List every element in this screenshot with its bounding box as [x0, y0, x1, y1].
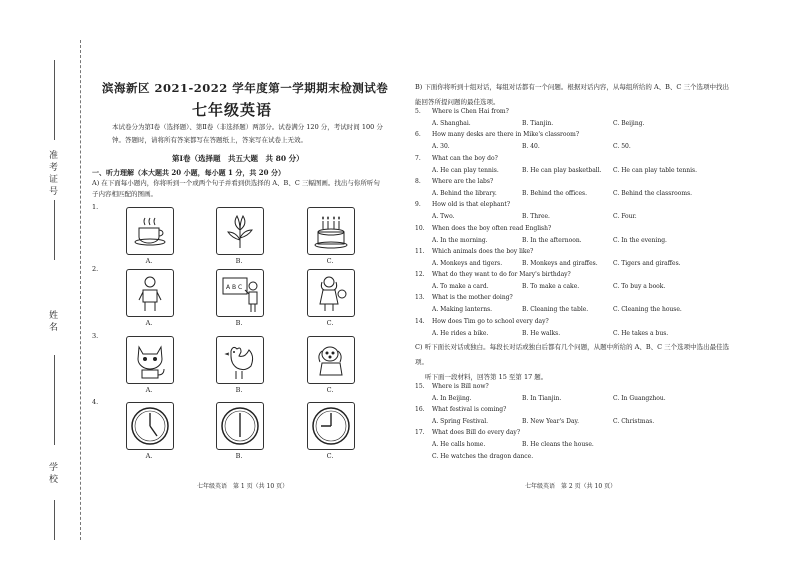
option-a: A.: [145, 452, 153, 460]
student-icon: [126, 269, 174, 317]
question-text: How old is that elephant?: [432, 201, 511, 209]
question-number: 10.: [415, 224, 425, 232]
option-c: C. He can play table tennis.: [613, 166, 698, 174]
option-b: B. In Tianjin.: [522, 395, 562, 402]
option-b: B. He can play basketball.: [522, 166, 602, 174]
picture-question-3: [92, 332, 376, 398]
svg-text:A B C: A B C: [226, 284, 243, 291]
option-b: B. Monkeys and giraffes.: [522, 259, 598, 267]
dog-icon: [307, 336, 355, 384]
question-text: Where is Chen Hai from?: [432, 108, 509, 115]
question-text: Which animals does the boy like?: [432, 247, 534, 255]
question-text: What does Bill do every day?: [432, 429, 521, 436]
exam-title: 滨海新区 2021-2022 学年度第一学期期末检测试卷: [102, 81, 389, 95]
option-b: B. In the afternoon.: [522, 236, 582, 244]
option-b: B. He cleans the house.: [522, 441, 594, 448]
question-number: 15.: [415, 383, 425, 390]
question-number: 5.: [415, 108, 421, 115]
option-a: A. Making lanterns.: [432, 306, 493, 314]
sectionA-instruction: A) 在下面每小题内，你将听到一个或两个句子并看到供选择的 A、B、C 三幅图画。找出与你所听句子内容相匹配的图画。: [92, 179, 380, 198]
question-number: 16.: [415, 406, 425, 413]
right-page: [415, 0, 735, 561]
question-number: 1.: [92, 203, 99, 211]
admission-number-label: 准考证号: [47, 150, 57, 198]
option-b: B. Cleaning the table.: [522, 306, 589, 314]
question-text: How many desks are there in Mike's classroom?: [432, 131, 580, 139]
option-a: A. He calls home.: [432, 441, 486, 448]
question-number: 17.: [415, 429, 425, 436]
school-field: [54, 500, 55, 540]
picture-question-2: [92, 265, 376, 331]
option-c: C. Tigers and giraffes.: [613, 259, 681, 267]
picture-question-4: [92, 398, 376, 464]
section1-heading: 一、听力理解（本大题共 20 小题，每小题 1 分，共 20 分）: [92, 168, 285, 177]
option-b: B.: [235, 452, 243, 460]
girl-with-toy-icon: [307, 269, 355, 317]
sectionC-instruction: C) 听下面长对话或独白。每段长对话或独白后都有几个问题，从题中所给的 A、B、C 三个选项中选出最佳选项。: [415, 343, 730, 366]
question-text: What is the mother doing?: [432, 294, 513, 302]
option-c: C. He takes a bus.: [613, 329, 669, 337]
exam-intro: 本试卷分为第Ⅰ卷（选择题）、第Ⅱ卷（非选择题）两部分。试卷满分 120 分，考试时间 100 分钟。答题时，请将所有答案都写在答题纸上，答案写在试卷上无效。: [112, 123, 383, 144]
option-a: A.: [145, 386, 153, 394]
option-a: A. Behind the library.: [432, 189, 497, 197]
clock-nine-icon: [307, 402, 355, 450]
option-a: A. Monkeys and tigers.: [432, 259, 503, 267]
option-c: C. In the evening.: [613, 236, 667, 244]
binding-margin: [0, 0, 92, 561]
teacher-board-icon: [216, 269, 264, 317]
name-label: 姓名: [47, 310, 57, 334]
clock-five-icon: [126, 402, 174, 450]
question-number: 4.: [92, 398, 99, 406]
question-number: 8.: [415, 177, 421, 185]
option-b: B. Behind the offices.: [522, 189, 588, 197]
option-a: A. In Beijing.: [432, 395, 472, 402]
question-text: Where is Bill now?: [432, 383, 489, 390]
rooster-icon: [216, 336, 264, 384]
school-label: 学校: [47, 462, 57, 486]
flower-icon: [216, 207, 264, 255]
name-field: [54, 355, 55, 445]
option-a: A. To make a card.: [432, 283, 489, 291]
option-b: B.: [235, 257, 243, 265]
picture-question-1: [92, 203, 376, 269]
option-a: A. 30.: [432, 143, 450, 151]
question-number: 13.: [415, 294, 425, 302]
question-text: How does Tim go to school every day?: [432, 317, 549, 325]
birthday-cake-icon: [307, 207, 355, 255]
question-number: 11.: [415, 247, 425, 255]
option-a: A.: [145, 257, 153, 265]
option-b: B. He walks.: [522, 329, 561, 337]
option-a: A. Spring Festival.: [432, 418, 489, 425]
option-c: C.: [326, 452, 334, 460]
exam-subject: 七年级英语: [192, 101, 273, 119]
question-text: When does the boy often read English?: [432, 224, 552, 232]
clock-six-icon: [216, 402, 264, 450]
option-b: B. To make a cake.: [522, 283, 580, 291]
option-c: C. Christmas.: [613, 418, 655, 425]
question-text: What festival is coming?: [432, 406, 507, 413]
option-c: C. To buy a book.: [613, 283, 666, 291]
option-a: A. Two.: [432, 213, 455, 221]
option-b: B.: [235, 319, 243, 327]
sectionC-material: 听下面一段材料，回答第 15 至第 17 题。: [425, 373, 548, 381]
option-a: A. He can play tennis.: [432, 166, 499, 174]
option-c: C. Cleaning the house.: [613, 306, 682, 314]
option-c: C. In Guangzhou.: [613, 395, 666, 402]
option-b: B. 40.: [522, 143, 540, 151]
option-c: C. 50.: [613, 143, 631, 151]
question-text: Where are the labs?: [432, 177, 494, 185]
coffee-cup-icon: [126, 207, 174, 255]
question-number: 2.: [92, 265, 99, 273]
cut-line: [80, 40, 81, 540]
option-a: A. Shanghai.: [432, 120, 471, 127]
question-text: What do they want to do for Mary's birthday?: [432, 271, 571, 279]
page-footer-right: 七年级英语 第 2 页（共 10 页）: [525, 483, 617, 490]
option-c: C. He watches the dragon dance.: [432, 453, 534, 460]
option-b: B. Three.: [522, 213, 550, 221]
question-number: 6.: [415, 131, 421, 139]
admission-number-field: [54, 60, 55, 140]
option-c: C.: [326, 386, 334, 394]
question-number: 12.: [415, 271, 425, 279]
sectionB-instruction: B) 下面你将听到十组对话，每组对话都有一个问题。根据对话内容，从每组所给的 A、B、C 三个选项中找出能回答所提问题的最佳选项。: [415, 83, 729, 106]
question-number: 3.: [92, 332, 99, 340]
option-a: A. He rides a bike.: [432, 329, 489, 337]
option-b: B.: [235, 386, 243, 394]
question-number: 7.: [415, 154, 421, 162]
question-number: 9.: [415, 201, 421, 209]
left-page: [92, 0, 392, 561]
sectionC-block: [415, 340, 735, 385]
part1-heading: 第Ⅰ卷（选择题 共五大题 共 80 分）: [172, 154, 304, 163]
option-a: A.: [145, 319, 153, 327]
option-c: C. Beijing.: [613, 120, 645, 127]
page-footer-left: 七年级英语 第 1 页（共 10 页）: [197, 483, 289, 490]
option-c: C. Behind the classrooms.: [613, 189, 693, 197]
question-text: What can the boy do?: [432, 154, 498, 162]
question-number: 14.: [415, 317, 425, 325]
option-c: C. Four.: [613, 213, 637, 221]
option-b: B. New Year's Day.: [522, 418, 580, 425]
admission-number-field-2: [54, 200, 55, 260]
cat-icon: [126, 336, 174, 384]
option-b: B. Tianjin.: [522, 120, 554, 127]
option-c: C.: [326, 257, 334, 265]
option-c: C.: [326, 319, 334, 327]
option-a: A. In the morning.: [432, 236, 488, 244]
